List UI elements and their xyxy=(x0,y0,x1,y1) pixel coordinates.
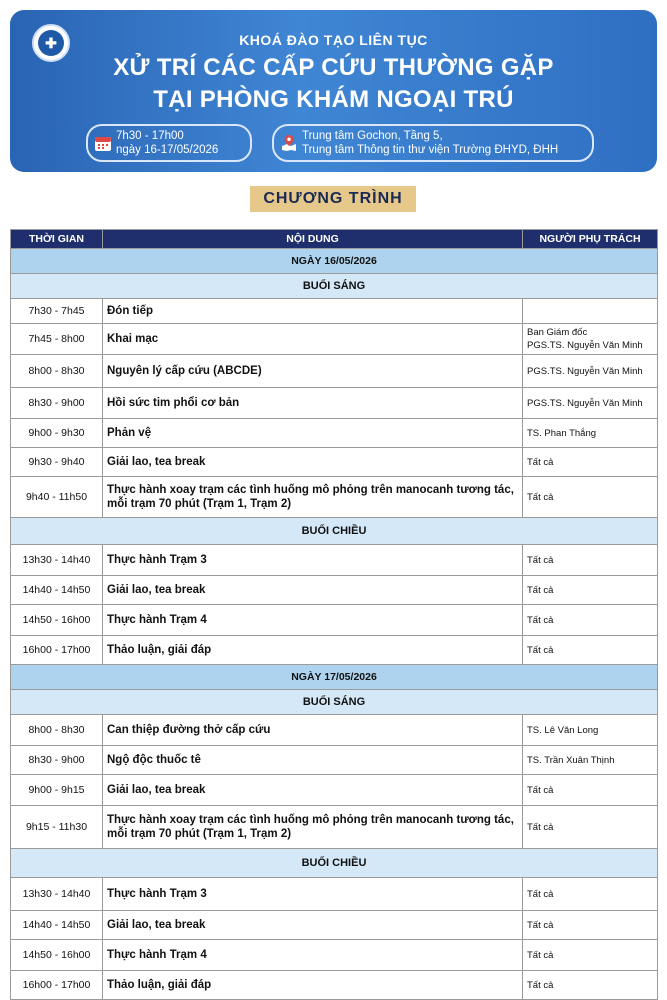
person-cell: Tất cả xyxy=(523,911,658,940)
person-cell: Tất cả xyxy=(523,576,658,605)
map-pin-icon xyxy=(280,134,298,152)
time-cell: 8h00 - 8h30 xyxy=(11,355,103,388)
course-subtitle: KHOÁ ĐÀO TẠO LIÊN TỤC xyxy=(239,32,428,48)
content-cell: Đón tiếp xyxy=(103,299,523,324)
time-cell: 9h00 - 9h15 xyxy=(11,775,103,806)
column-header-time: THỜI GIAN xyxy=(11,230,103,249)
table-row xyxy=(11,715,658,746)
day-label: NGÀY 17/05/2026 xyxy=(11,665,658,690)
time-cell: 13h30 - 14h40 xyxy=(11,878,103,911)
content-cell: Giải lao, tea break xyxy=(103,911,523,940)
time-cell: 9h40 - 11h50 xyxy=(11,477,103,518)
table-row xyxy=(11,971,658,1000)
time-cell: 9h15 - 11h30 xyxy=(11,806,103,849)
content-cell: Giải lao, tea break xyxy=(103,775,523,806)
session-label: BUỔI SÁNG xyxy=(11,690,658,715)
table-row xyxy=(11,545,658,576)
content-cell: Thực hành Trạm 3 xyxy=(103,545,523,576)
day-row xyxy=(11,665,658,690)
course-title-line2: TẠI PHÒNG KHÁM NGOẠI TRÚ xyxy=(153,86,514,113)
person-cell: Tất cả xyxy=(523,878,658,911)
content-cell: Hồi sức tim phổi cơ bản xyxy=(103,388,523,419)
person-cell: PGS.TS. Nguyễn Văn Minh xyxy=(523,388,658,419)
time-cell: 8h00 - 8h30 xyxy=(11,715,103,746)
table-row xyxy=(11,299,658,324)
content-cell: Thảo luận, giải đáp xyxy=(103,636,523,665)
person-cell: TS. Trần Xuân Thịnh xyxy=(523,746,658,775)
table-row xyxy=(11,448,658,477)
content-cell: Giải lao, tea break xyxy=(103,576,523,605)
person-cell: TS. Phan Thắng xyxy=(523,419,658,448)
time-cell: 16h00 - 17h00 xyxy=(11,636,103,665)
time-cell: 14h50 - 16h00 xyxy=(11,605,103,636)
content-cell: Can thiệp đường thở cấp cứu xyxy=(103,715,523,746)
schedule-body xyxy=(11,249,658,1000)
time-cell: 14h40 - 14h50 xyxy=(11,911,103,940)
time-cell: 8h30 - 9h00 xyxy=(11,746,103,775)
table-row xyxy=(11,324,658,355)
session-row xyxy=(11,518,658,545)
content-cell: Phản vệ xyxy=(103,419,523,448)
content-cell: Ngộ độc thuốc tê xyxy=(103,746,523,775)
time-cell: 7h30 - 7h45 xyxy=(11,299,103,324)
time-cell: 7h45 - 8h00 xyxy=(11,324,103,355)
course-title-line1: XỬ TRÍ CÁC CẤP CỨU THƯỜNG GẶP xyxy=(113,54,554,81)
location-line1: Trung tâm Gochon, Tầng 5, xyxy=(302,130,443,142)
time-cell: 13h30 - 14h40 xyxy=(11,545,103,576)
day-row xyxy=(11,249,658,274)
table-row xyxy=(11,605,658,636)
content-cell: Thảo luận, giải đáp xyxy=(103,971,523,1000)
time-range: 7h30 - 17h00 xyxy=(116,130,184,142)
time-cell: 16h00 - 17h00 xyxy=(11,971,103,1000)
program-title: CHƯƠNG TRÌNH xyxy=(250,186,416,212)
session-label: BUỔI CHIỀU xyxy=(11,518,658,545)
university-logo-icon: ✚ xyxy=(32,24,70,62)
person-cell: Tất cả xyxy=(523,940,658,971)
content-cell: Thực hành Trạm 4 xyxy=(103,605,523,636)
time-cell: 14h40 - 14h50 xyxy=(11,576,103,605)
schedule-table xyxy=(10,229,658,1000)
person-cell: PGS.TS. Nguyễn Văn Minh xyxy=(523,355,658,388)
person-cell: Tất cả xyxy=(523,636,658,665)
location-info xyxy=(272,124,594,162)
person-cell: Tất cả xyxy=(523,806,658,849)
table-row xyxy=(11,576,658,605)
person-cell: Tất cả xyxy=(523,971,658,1000)
session-row xyxy=(11,690,658,715)
content-cell: Khai mạc xyxy=(103,324,523,355)
content-cell: Thực hành xoay trạm các tình huống mô phỏng trên manocanh tương tác, mỗi trạm 70 phút (Trạm 1, Trạm 2) xyxy=(103,806,523,849)
person-cell: Tất cả xyxy=(523,775,658,806)
person-cell: Tất cả xyxy=(523,448,658,477)
session-label: BUỔI SÁNG xyxy=(11,274,658,299)
person-cell: Ban Giám đốc PGS.TS. Nguyễn Văn Minh xyxy=(523,324,658,355)
table-row xyxy=(11,806,658,849)
table-row xyxy=(11,775,658,806)
person-cell: Tất cả xyxy=(523,605,658,636)
time-cell: 9h00 - 9h30 xyxy=(11,419,103,448)
column-header-content: NỘI DUNG xyxy=(103,230,523,249)
date-range: ngày 16-17/05/2026 xyxy=(116,144,219,156)
time-cell: 8h30 - 9h00 xyxy=(11,388,103,419)
person-cell: Tất cả xyxy=(523,545,658,576)
person-cell: TS. Lê Văn Long xyxy=(523,715,658,746)
column-header-person: NGƯỜI PHỤ TRÁCH xyxy=(523,230,658,249)
content-cell: Nguyên lý cấp cứu (ABCDE) xyxy=(103,355,523,388)
location-line2: Trung tâm Thông tin thư viện Trường ĐHYD, ĐHH xyxy=(302,144,559,156)
table-row xyxy=(11,940,658,971)
content-cell: Giải lao, tea break xyxy=(103,448,523,477)
table-header-row xyxy=(11,230,658,249)
day-label: NGÀY 16/05/2026 xyxy=(11,249,658,274)
content-cell: Thực hành Trạm 3 xyxy=(103,878,523,911)
session-label: BUỔI CHIỀU xyxy=(11,849,658,878)
content-cell: Thực hành Trạm 4 xyxy=(103,940,523,971)
time-cell: 9h30 - 9h40 xyxy=(11,448,103,477)
calendar-icon xyxy=(94,134,112,152)
table-row xyxy=(11,477,658,518)
table-row xyxy=(11,388,658,419)
table-row xyxy=(11,746,658,775)
person-cell xyxy=(523,299,658,324)
session-row xyxy=(11,274,658,299)
table-row xyxy=(11,878,658,911)
table-row xyxy=(11,911,658,940)
course-header xyxy=(10,10,657,172)
session-row xyxy=(11,849,658,878)
table-row xyxy=(11,636,658,665)
time-cell: 14h50 - 16h00 xyxy=(11,940,103,971)
content-cell: Thực hành xoay trạm các tình huống mô phỏng trên manocanh tương tác, mỗi trạm 70 phút (Trạm 1, Trạm 2) xyxy=(103,477,523,518)
person-cell: Tất cả xyxy=(523,477,658,518)
time-info xyxy=(86,124,252,162)
table-row xyxy=(11,355,658,388)
table-row xyxy=(11,419,658,448)
